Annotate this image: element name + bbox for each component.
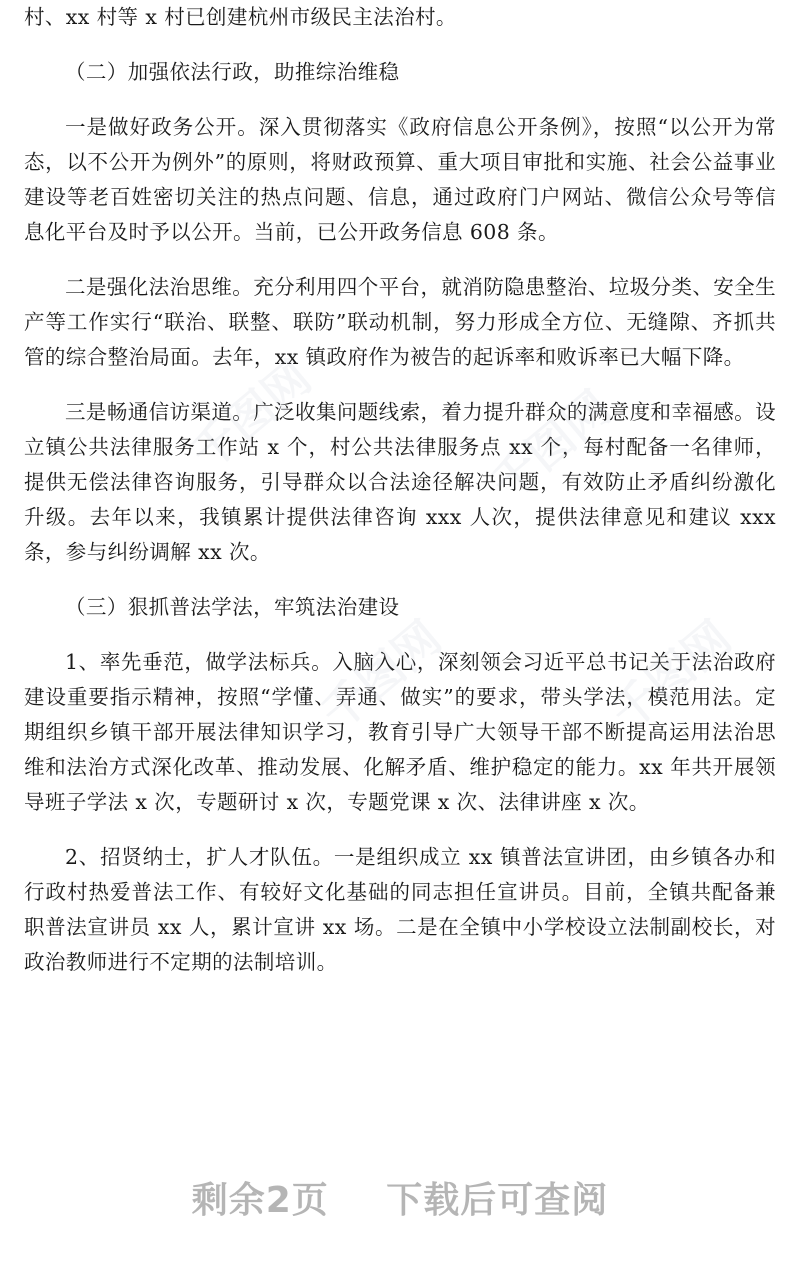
paragraph-gov-transparency: 一是做好政务公开。深入贯彻落实《政府信息公开条例》，按照“以公开为常态，以不公开为例外”的原则，将财政预算、重大项目审批和实施、社会公益事业建设等老百姓密切关注的热点问题、信息，通过政府门户网站、微信公众号等信息化平台及时予以公开。当前，已公开政务信息 608 条。 (24, 115, 776, 244)
paragraph-rule-of-law-thinking: 二是强化法治思维。充分利用四个平台，就消防隐患整治、垃圾分类、安全生产等工作实行“联治、联整、联防”联动机制，努力形成全方位、无缝隙、齐抓共管的综合整治局面。去年，xx 镇政府作为被告的起诉率和败诉率已大幅下降。 (24, 275, 776, 369)
watermark-logo: 千图网 (480, 380, 622, 511)
watermark-logo: 千图网 (180, 350, 322, 481)
remaining-pages-label: 剩余2页 (191, 1180, 329, 1221)
paragraph-lead-by-example: 1、率先垂范，做学法标兵。入脑入心，深刻领会习近平总书记关于法治政府建设重要指示精神，按照“学懂、弄通、做实”的要求，带头学法，模范用法。定期组织乡镇干部开展法律知识学习，教育引导广大领导干部不断提高运用法治思维和法治方式深化改革、推动发展、化解矛盾、维护稳定的能力。xx 年共开展领导班子学法 x 次，专题研讨 x 次，专题党课 x 次、法律讲座 x 次。 (24, 650, 776, 814)
watermark-logo: 千图网 (310, 610, 452, 741)
watermark-logo: 千图网 (600, 610, 742, 741)
document-body (24, 0, 776, 980)
section-heading-3: （三）狠抓普法学法，牢筑法治建设 (65, 595, 400, 619)
download-prompt[interactable] (0, 1172, 800, 1223)
paragraph-petition-channels: 三是畅通信访渠道。广泛收集问题线索，着力提升群众的满意度和幸福感。设立镇公共法律服务工作站 x 个，村公共法律服务点 xx 个，每村配备一名律师，提供无偿法律咨询服务，引导群众以合法途径解决问题，有效防止矛盾纠纷激化升级。去年以来，我镇累计提供法律咨询 xxx 人次，提供法律意见和建议 xxx 条，参与纠纷调解 xx 次。 (24, 400, 776, 564)
download-hint-label: 下载后可查阅 (386, 1180, 609, 1221)
section-heading-2: （二）加强依法行政，助推综治维稳 (65, 60, 400, 84)
paragraph-talent-recruitment: 2、招贤纳士，扩人才队伍。一是组织成立 xx 镇普法宣讲团，由乡镇各办和行政村热爱普法工作、有较好文化基础的同志担任宣讲员。目前，全镇共配备兼职普法宣讲员 xx 人，累计宣讲 xx 场。二是在全镇中小学校设立法制副校长，对政治教师进行不定期的法制培训。 (24, 845, 776, 974)
paragraph-continuation: 村、xx 村等 x 村已创建杭州市级民主法治村。 (24, 5, 457, 29)
